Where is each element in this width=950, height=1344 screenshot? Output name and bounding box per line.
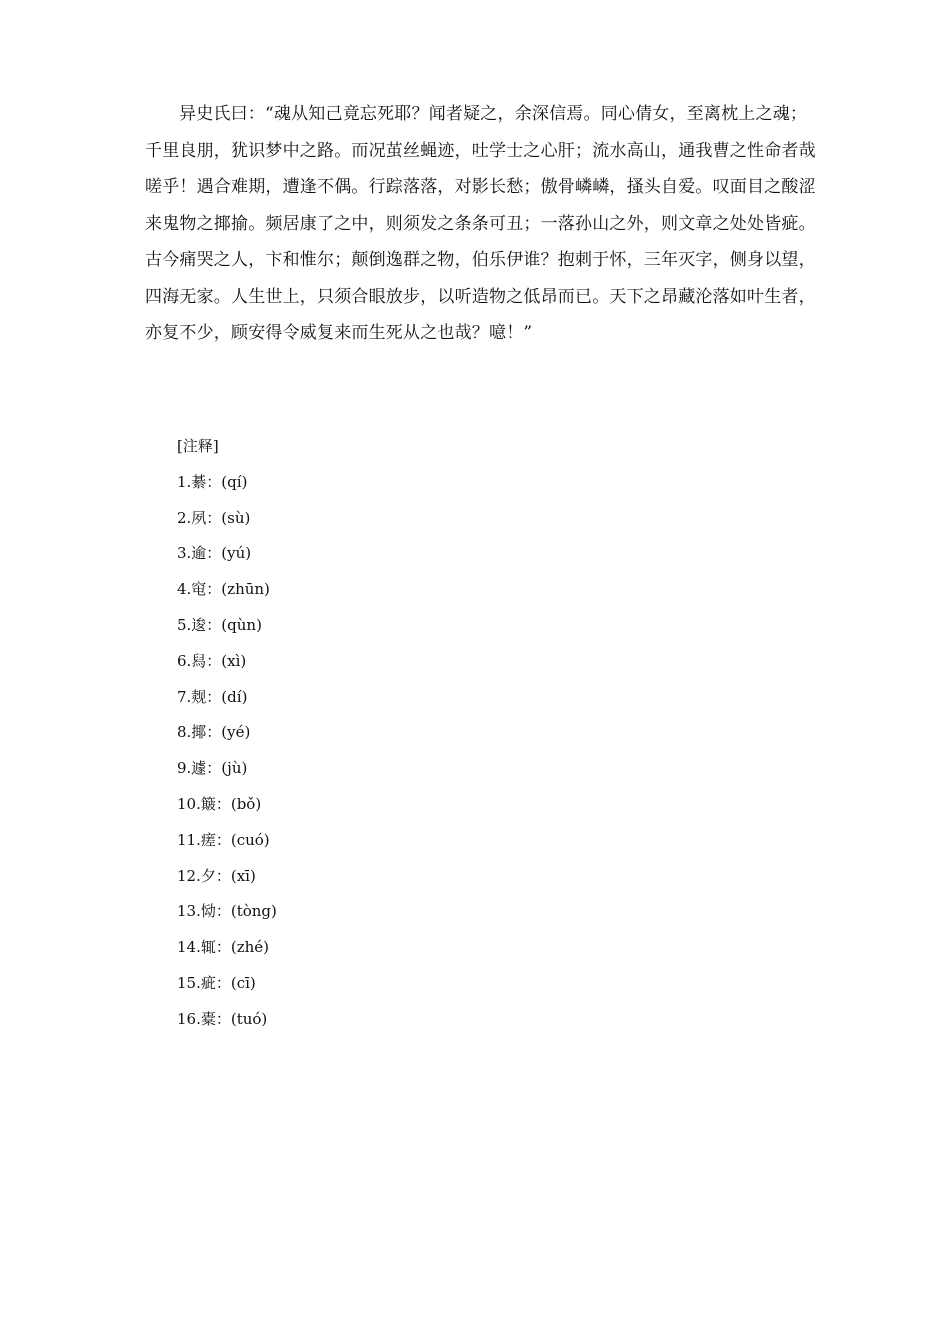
annotation-item: 4.窀：(zhūn) bbox=[177, 580, 270, 599]
paragraph-line: 嗟乎！遇合难期，遭逢不偶。行踪落落，对影长愁；傲骨嶙嶙，搔头自爱。叹面目之酸涩 bbox=[145, 177, 816, 197]
annotation-item: 15.疵：(cī) bbox=[177, 973, 256, 992]
commentary-paragraph bbox=[145, 96, 816, 352]
annotation-item: 5.逡：(qùn) bbox=[177, 615, 262, 634]
annotation-item: 12.夕：(xī) bbox=[177, 866, 256, 885]
annotation-item: 13.恸：(tòng) bbox=[177, 902, 277, 921]
paragraph-line: 千里良朋，犹识梦中之路。而况茧丝蝇迹，吐学士之心肝；流水高山，通我曹之性命者哉 bbox=[145, 140, 816, 161]
annotation-item: 16.橐：(tuó) bbox=[177, 1009, 268, 1028]
paragraph-line: 古今痛哭之人，卞和惟尔；颠倒逸群之物，伯乐伊谁？抱刺于怀，三年灭字，侧身以望， bbox=[145, 250, 816, 270]
paragraph-line: 来鬼物之揶揄。频居康了之中，则须发之条条可丑；一落孙山之外，则文章之处处皆疵。 bbox=[145, 213, 816, 234]
annotation-item: 1.綦：(qí) bbox=[177, 472, 248, 491]
annotation-item: 6.舄：(xì) bbox=[177, 651, 247, 670]
annotations-title: [注释] bbox=[177, 437, 219, 455]
annotation-item: 8.揶：(yé) bbox=[177, 723, 251, 742]
annotation-item: 9.遽：(jù) bbox=[177, 759, 248, 778]
annotation-item: 10.簸：(bǒ) bbox=[177, 794, 262, 813]
annotation-item: 11.瘥：(cuó) bbox=[177, 830, 270, 849]
annotations-list bbox=[177, 434, 277, 1043]
annotation-item: 7.觌：(dí) bbox=[177, 687, 248, 706]
annotation-item: 14.辄：(zhé) bbox=[177, 938, 269, 957]
paragraph-line: 异史氏曰：“魂从知己竟忘死耶？闻者疑之，余深信焉。同心倩女，至离枕上之魂； bbox=[179, 104, 808, 124]
annotation-item: 3.逾：(yú) bbox=[177, 544, 252, 563]
paragraph-line: 四海无家。人生世上，只须合眼放步，以听造物之低昂而已。天下之昂藏沦落如叶生者， bbox=[145, 286, 816, 307]
paragraph-line: 亦复不少，顾安得令威复来而生死从之也哉？噫！” bbox=[145, 323, 533, 343]
annotation-item: 2.夙：(sù) bbox=[177, 508, 251, 527]
